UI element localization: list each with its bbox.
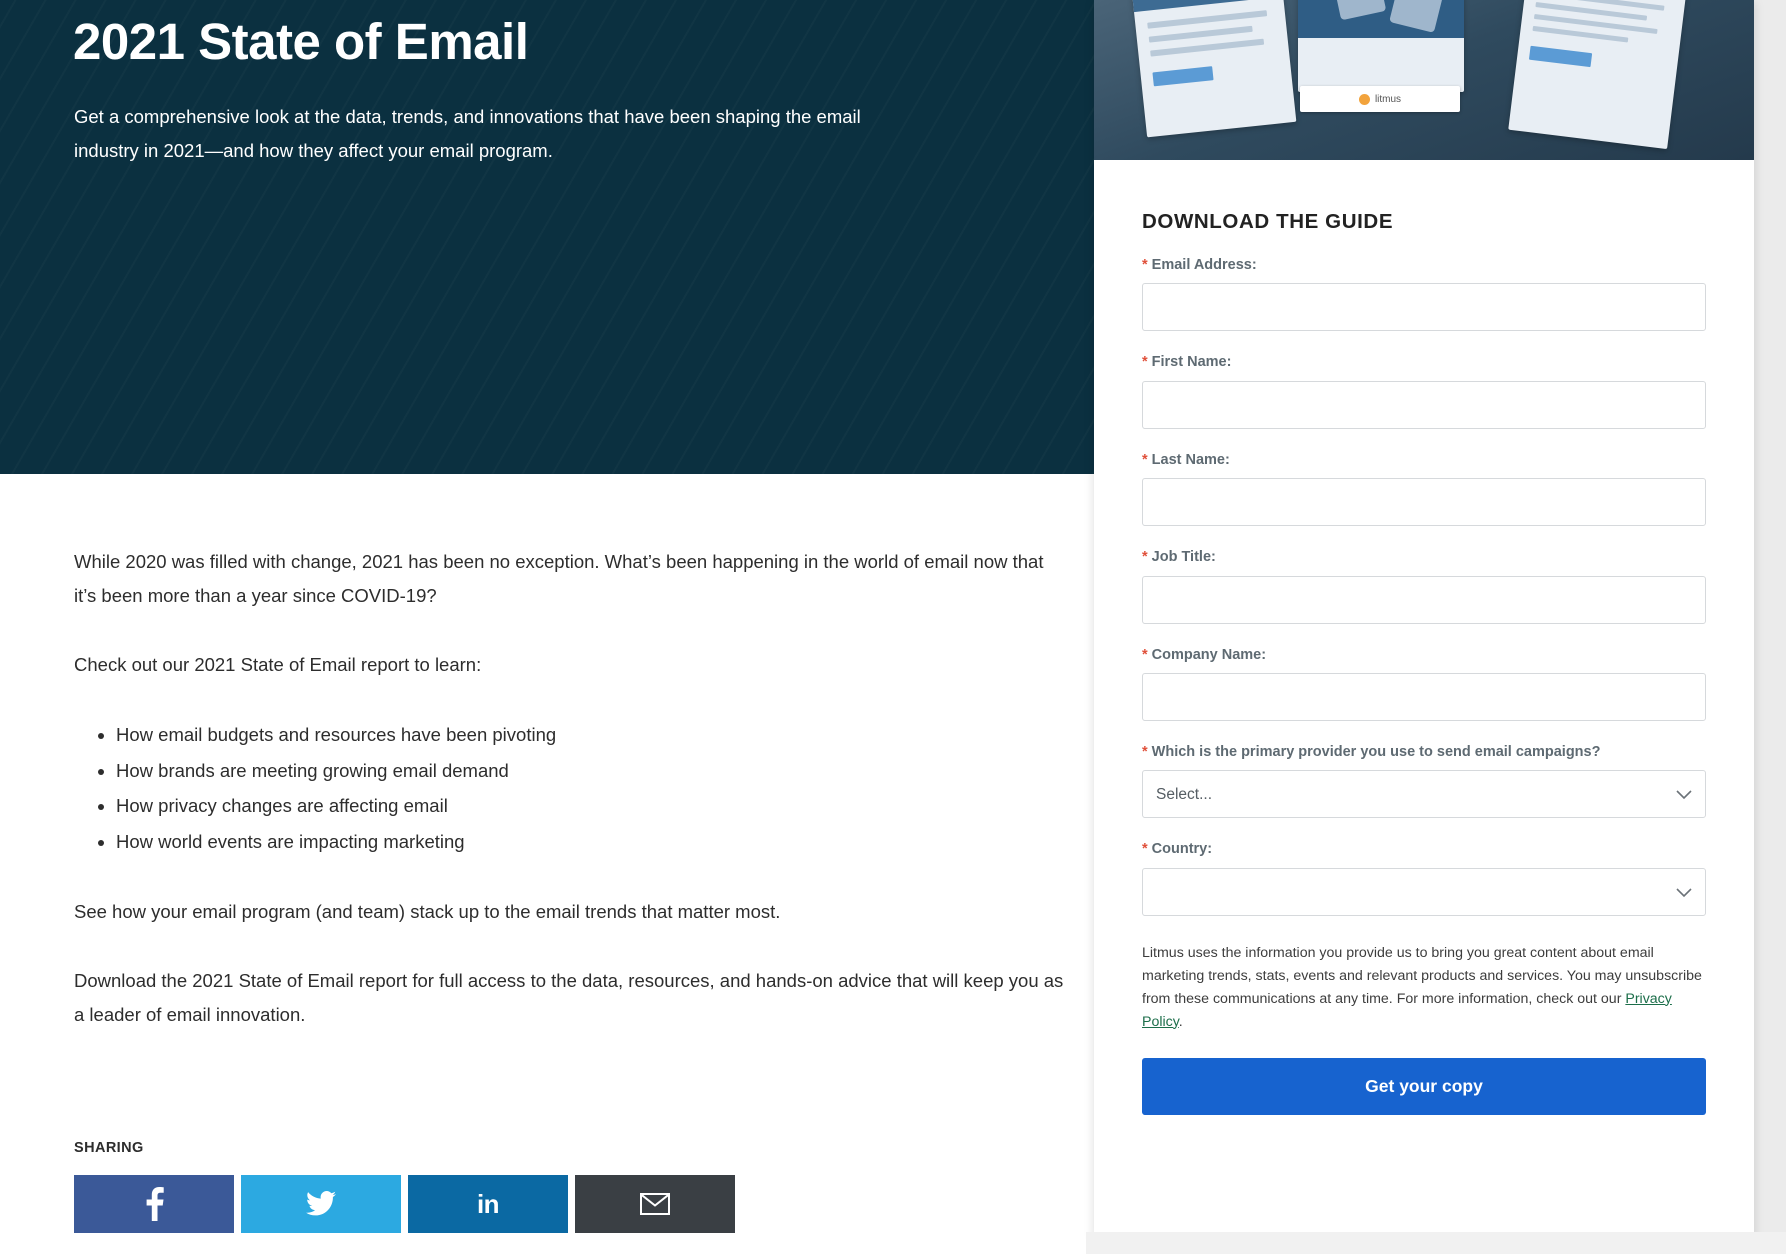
first-name-input[interactable] bbox=[1142, 381, 1706, 429]
field-country bbox=[1142, 841, 1706, 915]
field-company-name bbox=[1142, 647, 1706, 721]
list-item: • How email budgets and resources have been pivoting bbox=[116, 718, 1064, 752]
company-name-input[interactable] bbox=[1142, 673, 1706, 721]
label-text: Which is the primary provider you use to send email campaigns? bbox=[1151, 743, 1601, 760]
facebook-icon bbox=[144, 1187, 164, 1221]
required-marker: * bbox=[1142, 841, 1148, 858]
paragraph-intro: While 2020 was filled with change, 2021 has been no exception. What’s been happening in the world of email now that it’s been more than a year since COVID-19? bbox=[74, 551, 1044, 606]
label-last-name bbox=[1142, 452, 1706, 469]
sharing-label: SHARING bbox=[74, 1140, 144, 1156]
guide-cover-image bbox=[1094, 0, 1754, 160]
bullet-list bbox=[74, 718, 1064, 859]
field-job-title bbox=[1142, 549, 1706, 623]
required-marker: * bbox=[1142, 549, 1148, 566]
litmus-logo bbox=[1300, 86, 1460, 112]
label-email-provider bbox=[1142, 744, 1706, 761]
paragraph-learn: Check out our 2021 State of Email report to learn: bbox=[74, 654, 482, 676]
label-text: Email Address: bbox=[1151, 257, 1257, 273]
last-name-input[interactable] bbox=[1142, 478, 1706, 526]
label-text: Job Title: bbox=[1151, 549, 1216, 566]
mock-document bbox=[1130, 0, 1297, 137]
litmus-mark-icon bbox=[1359, 94, 1370, 105]
form-column bbox=[1094, 0, 1786, 1254]
twitter-icon bbox=[306, 1191, 336, 1217]
label-text: Country: bbox=[1151, 841, 1213, 858]
privacy-policy-link[interactable]: Privacy Policy bbox=[1142, 990, 1672, 1030]
required-marker: * bbox=[1142, 646, 1148, 663]
required-marker: * bbox=[1142, 354, 1148, 371]
share-twitter-button[interactable] bbox=[241, 1175, 401, 1233]
email-input[interactable] bbox=[1142, 283, 1706, 331]
label-first-name bbox=[1142, 354, 1706, 371]
share-linkedin-button[interactable] bbox=[408, 1175, 568, 1233]
linkedin-icon: in bbox=[476, 1188, 500, 1219]
hero-subtitle: Get a comprehensive look at the data, trends, and innovations that have been shaping the email industry in 2021—and how they affect your email program. bbox=[74, 106, 861, 162]
mock-document-front bbox=[1298, 0, 1464, 92]
label-text: First Name: bbox=[1151, 354, 1232, 371]
paragraph-download: Download the 2021 State of Email report for full access to the data, resources, and hands-on advice that will keep you as a leader of email innovation. bbox=[74, 970, 1064, 1025]
download-form-card bbox=[1094, 0, 1754, 1237]
paragraph-stackup: See how your email program (and team) stack up to the email trends that matter most. bbox=[74, 900, 781, 922]
horizontal-scrollbar[interactable] bbox=[1086, 1232, 1786, 1254]
field-email-address bbox=[1142, 257, 1706, 331]
list-item: • How privacy changes are affecting email bbox=[116, 789, 1064, 823]
label-company-name bbox=[1142, 647, 1706, 664]
envelope-icon bbox=[640, 1193, 670, 1215]
country-select[interactable] bbox=[1142, 868, 1706, 916]
label-email-address bbox=[1142, 257, 1706, 274]
field-email-provider bbox=[1142, 744, 1706, 818]
label-job-title bbox=[1142, 549, 1706, 566]
mock-document bbox=[1508, 0, 1688, 149]
list-item: • How world events are impacting marketing bbox=[116, 825, 1064, 859]
label-text: Company Name: bbox=[1151, 646, 1267, 663]
privacy-disclaimer bbox=[1142, 942, 1706, 1034]
body-copy bbox=[74, 545, 1064, 1068]
privacy-text: Litmus uses the information you provide us to bring you great content about email marketing trends, stats, events and relevant products and services. You may unsubscribe from these communications at any time. For more information, check out our bbox=[1142, 944, 1702, 1007]
field-first-name bbox=[1142, 354, 1706, 428]
list-item: • How brands are meeting growing email demand bbox=[116, 754, 1064, 788]
form-body bbox=[1094, 160, 1754, 1115]
job-title-input[interactable] bbox=[1142, 576, 1706, 624]
country-select-wrapper bbox=[1142, 868, 1706, 916]
share-facebook-button[interactable] bbox=[74, 1175, 234, 1233]
required-marker: * bbox=[1142, 257, 1148, 273]
label-country bbox=[1142, 841, 1706, 858]
required-marker: * bbox=[1142, 451, 1148, 468]
litmus-wordmark: litmus bbox=[1374, 93, 1402, 105]
form-title: DOWNLOAD THE GUIDE bbox=[1142, 210, 1394, 233]
required-marker: * bbox=[1142, 743, 1148, 760]
page-title: 2021 State of Email bbox=[73, 13, 529, 70]
provider-select-wrapper bbox=[1142, 770, 1706, 818]
provider-select[interactable]: Select... bbox=[1142, 770, 1706, 818]
field-last-name bbox=[1142, 452, 1706, 526]
share-button-row bbox=[74, 1175, 735, 1233]
privacy-text-end: . bbox=[1178, 1013, 1183, 1030]
hero-banner bbox=[0, 0, 1094, 474]
label-text: Last Name: bbox=[1151, 451, 1230, 468]
share-email-button[interactable] bbox=[575, 1175, 735, 1233]
get-your-copy-button[interactable]: Get your copy bbox=[1142, 1058, 1706, 1115]
